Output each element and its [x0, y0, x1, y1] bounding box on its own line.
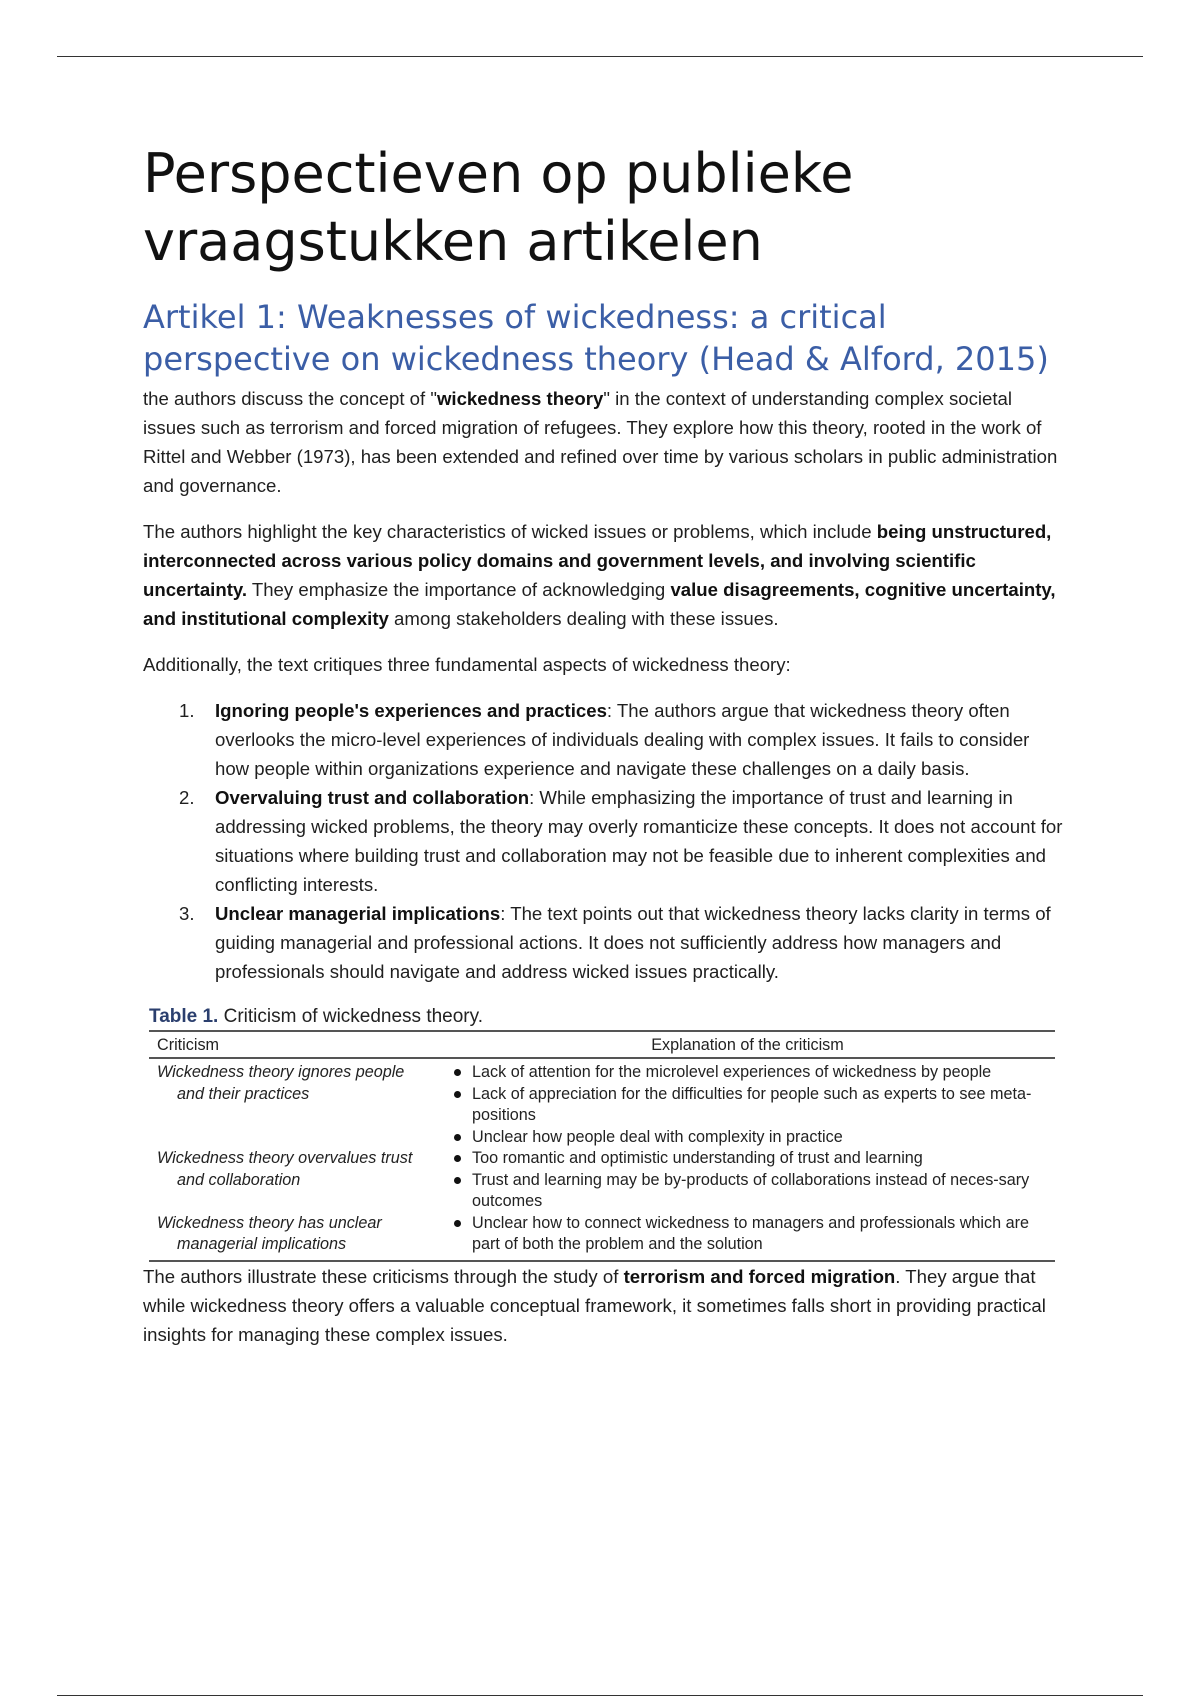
document-body — [143, 140, 1063, 1366]
list-item: Unclear how to connect wickedness to managers and professionals which are part of both the problem and the solution — [448, 1213, 1047, 1256]
column-header-criticism: Criticism — [149, 1031, 440, 1058]
table-row: Wickedness theory ignores people and their practices Lack of attention for the microlevel experiences of wickedness by people Lack of appreciation for the difficulties for people such as experts to see meta-positions Unclear how people deal with complexity in practice — [149, 1058, 1055, 1148]
column-header-explanation: Explanation of the criticism — [440, 1031, 1055, 1058]
table-row: Wickedness theory has unclear managerial implications Unclear how to connect wickedness to managers and professionals which are part of both the problem and the solution — [149, 1213, 1055, 1261]
document-title — [143, 140, 1063, 276]
intro-paragraph: the authors discuss the concept of "wickedness theory" in the context of understanding complex societal issues such as terrorism and forced migration of refugees. They explore how this theory, rooted in the work of Rittel and Webber (1973), has been extended and refined over time by various scholars in public administration and governance. — [143, 388, 1058, 496]
list-item: 1. Ignoring people's experiences and practices: The authors argue that wickedness theory often overlooks the micro-level experiences of individuals dealing with complex issues. It fails to consider how people within organizations experience and navigate these challenges on a daily basis. — [179, 700, 1030, 779]
list-item: Lack of appreciation for the difficulties for people such as experts to see meta-positions — [448, 1084, 1047, 1127]
term-wickedness-theory: wickedness theory — [436, 388, 604, 409]
table-row: Wickedness theory overvalues trust and collaboration Too romantic and optimistic understanding of trust and learning Trust and learning may be by-products of collaborations instead of neces-sary outcomes — [149, 1148, 1055, 1213]
header-rule — [57, 56, 1143, 57]
characteristics-paragraph: The authors highlight the key characteristics of wicked issues or problems, which include being unstructured, interconnected across various policy domains and government levels, and involving scientific uncertainty. They emphasize the importance of acknowledging value disagreements, cognitive uncertainty, and institutional complexity among stakeholders dealing with these issues. — [143, 521, 1056, 629]
criticism-table — [149, 1030, 1055, 1262]
title-line-1: Perspectieven op publieke — [143, 142, 854, 205]
list-item: Unclear how people deal with complexity in practice — [448, 1127, 1047, 1149]
criticism-list — [143, 696, 1063, 986]
footer-rule — [57, 1695, 1143, 1696]
list-item: 3. Unclear managerial implications: The text points out that wickedness theory lacks clarity in terms of guiding managerial and professional actions. It does not sufficiently address how managers and professionals should navigate and address wicked issues practically. — [179, 903, 1051, 982]
list-item: Too romantic and optimistic understanding of trust and learning — [448, 1148, 1047, 1170]
critiques-intro: Additionally, the text critiques three fundamental aspects of wickedness theory: — [143, 654, 791, 675]
conclusion-paragraph: The authors illustrate these criticisms through the study of terrorism and forced migration. They argue that while wickedness theory offers a valuable conceptual framework, it sometimes falls short in providing practical insights for managing these complex issues. — [143, 1265, 1046, 1345]
list-item: Lack of attention for the microlevel experiences of wickedness by people — [448, 1062, 1047, 1084]
table-caption: Table 1. Criticism of wickedness theory. — [149, 1006, 484, 1027]
title-line-2: vraagstukken artikelen — [143, 210, 763, 273]
article-heading-line-2: perspective on wickedness theory (Head & Alford, 2015) — [143, 340, 1049, 378]
article-heading — [143, 296, 1063, 380]
list-item: Trust and learning may be by-products of collaborations instead of neces-sary outcomes — [448, 1170, 1047, 1213]
list-item: 2. Overvaluing trust and collaboration: While emphasizing the importance of trust and learning in addressing wicked problems, the theory may overly romanticize these concepts. It does not account for situations where building trust and collaboration may not be feasible due to inherent complexities and conflicting interests. — [179, 787, 1063, 895]
article-heading-line-1: Artikel 1: Weaknesses of wickedness: a critical — [143, 298, 887, 336]
